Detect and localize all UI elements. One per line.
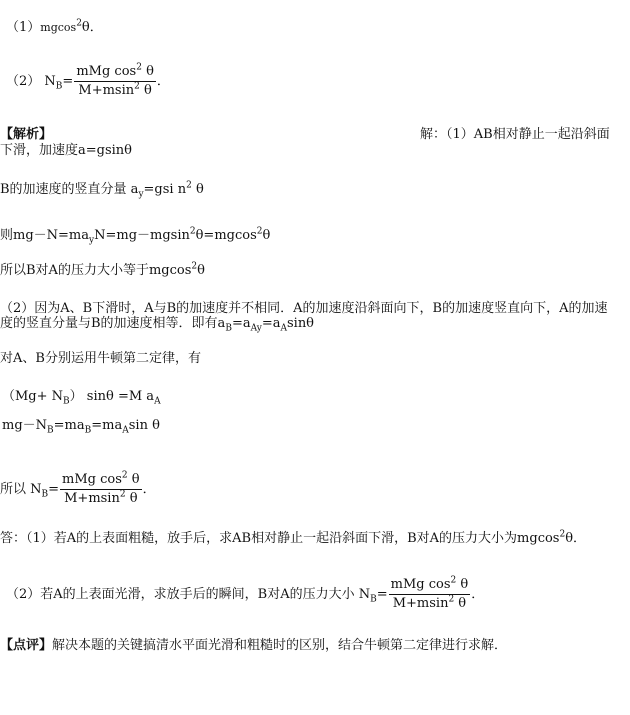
analysis-intro: 解：（1）AB相对静止一起沿斜面 [420, 127, 610, 142]
pressure-statement: 所以B对A的压力大小等于mgcos$^2$θ [0, 261, 205, 278]
part2-line-2: 度的竖直分量与B的加速度相等．即有$a_B=a_{Ay}=a_A\sin\theta$ [0, 316, 315, 334]
equation-b: $mg-N_B=ma_B=ma_A\sin$ θ [2, 418, 160, 436]
result-equation: 所以 $N_B=$ $\frac{mMg \cos^2 \theta}{M+msin^2 \theta}$ ． [0, 470, 156, 506]
answer-part-1: （1）mgcos$^2$θ． [6, 18, 103, 35]
equation-a: $(Mg+ N_B)$ sinθ =M $a_A$ [2, 389, 161, 407]
final-answer-1: 答：（1）若A的上表面粗糙，放手后，求AB相对静止一起沿斜面下滑，B对A的压力大小为mgcos$^2$θ． [0, 529, 587, 546]
vertical-acceleration: B的加速度的竖直分量 $a_y=gsi$ $n^2$ θ [0, 180, 204, 200]
analysis-line-2: 下滑，加速度a=gsinθ [0, 143, 132, 158]
part2-line-1: （2）因为A、B下滑时，A与B的加速度并不相同．A的加速度沿斜面向下，B的加速度竖直向下，A的加速 [0, 301, 608, 316]
newton-equation-1: 则$mg-N=ma_yN=mg-mgsin^2\theta=mgcos^2\theta$ [0, 226, 271, 246]
fraction: $\frac{mMg \cos^2 \theta}{M+msin^2 \theta}$ [76, 62, 154, 98]
comment-text: 解决本题的关键搞清水平面光滑和粗糙时的区别，结合牛顿第二定律进行求解． [52, 638, 508, 653]
answer-part-2: （2） $N_B=$ $\frac{mMg \cos^2 \theta}{M+msin^2 \theta}$ ． [6, 62, 170, 98]
fraction: $\frac{mMg \cos^2 \theta}{M+msin^2 \theta}$ [62, 470, 140, 506]
analysis-heading: 【解析】 [0, 127, 53, 142]
comment-heading: 【点评】 [0, 638, 53, 653]
final-answer-2: （2）若A的上表面光滑，求放手后的瞬间，B对A的压力大小 $N_B=$ $\frac{mMg \cos^2 \theta}{M+msin^2 \theta}$ ． [6, 575, 485, 611]
fraction: $\frac{mMg \cos^2 \theta}{M+msin^2 \theta}$ [390, 575, 469, 611]
apply-newton: 对A、B分别运用牛顿第二定律，有 [0, 351, 201, 366]
comment [0, 638, 507, 654]
